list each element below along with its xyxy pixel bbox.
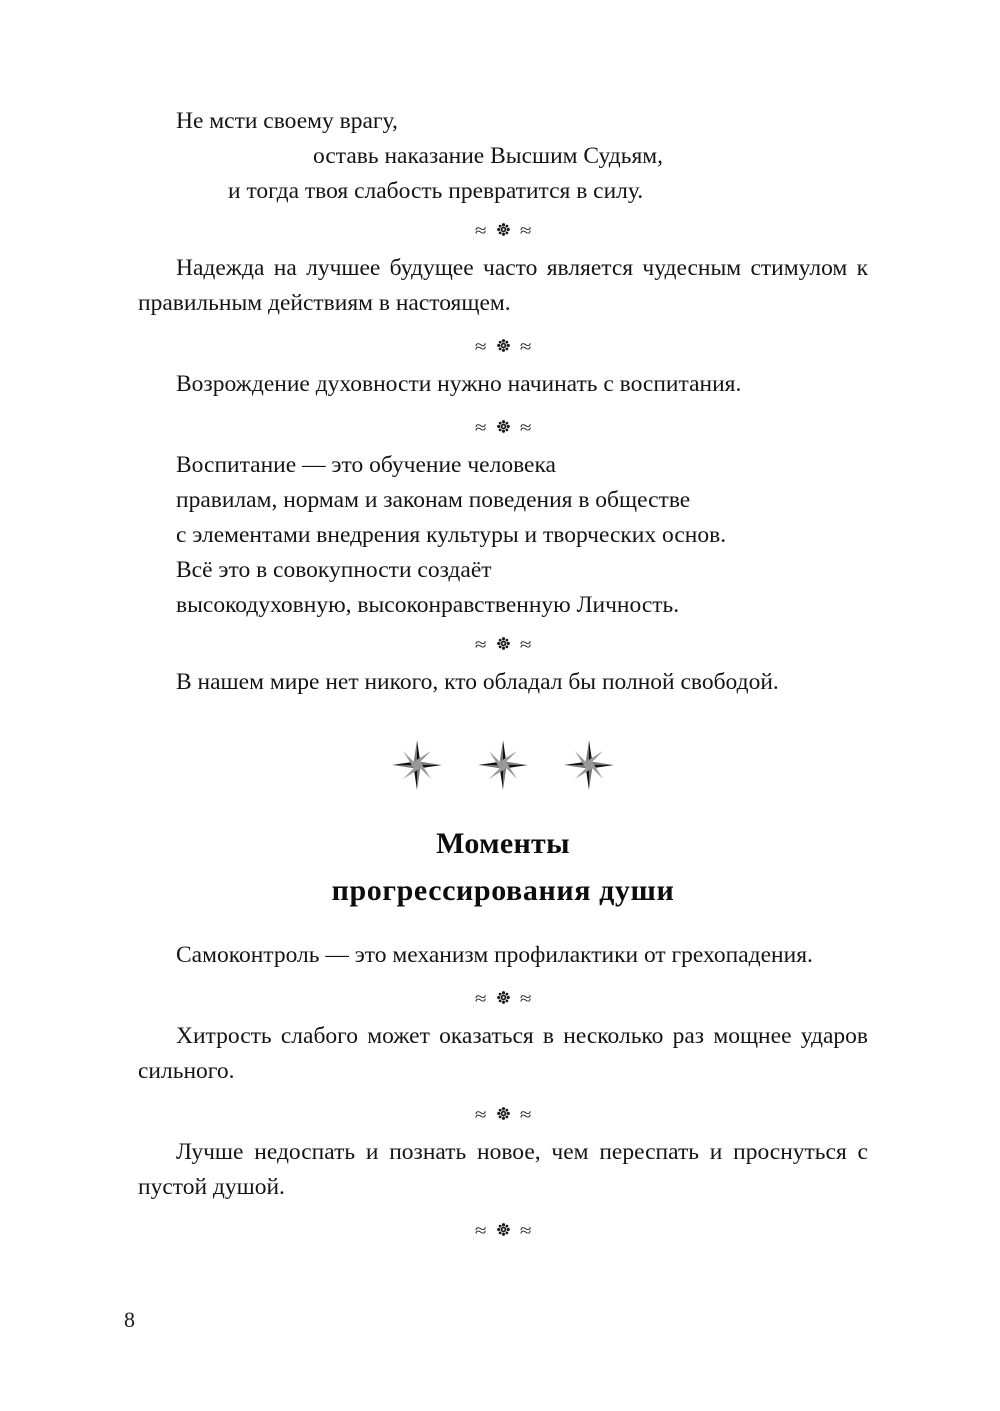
floral-rosette-icon <box>497 420 510 433</box>
wave-right-icon: ≈ <box>519 634 532 654</box>
eight-pointed-compass-star-icon <box>476 738 530 792</box>
verse-line: Всё это в совокупности создаёт <box>176 557 492 583</box>
spacer <box>138 973 868 983</box>
verse-line: высокодуховную, высоконравственную Личность. <box>176 592 680 618</box>
eight-pointed-compass-star-icon <box>562 738 616 792</box>
ornament-separator <box>138 1215 868 1245</box>
spacer <box>138 402 868 412</box>
ornament-separator <box>138 1099 868 1129</box>
floral-rosette-icon <box>497 223 510 236</box>
star-divider <box>138 738 868 792</box>
wave-right-icon: ≈ <box>519 1220 532 1240</box>
floral-rosette-icon <box>497 991 510 1004</box>
floral-rosette-icon <box>497 339 510 352</box>
eight-pointed-compass-star-icon <box>390 738 444 792</box>
wave-left-icon: ≈ <box>474 1220 487 1240</box>
page-text-column <box>138 104 868 1245</box>
wave-left-icon: ≈ <box>474 417 487 437</box>
wave-left-icon: ≈ <box>474 336 487 356</box>
spacer <box>138 1089 868 1099</box>
heading-line-1: Моменты <box>436 827 570 860</box>
ornament-separator <box>138 629 868 659</box>
floral-rosette-icon <box>497 1223 510 1236</box>
paragraph-cunning: Хитрость слабого может оказаться в несколько раз мощнее ударов сильного. <box>138 1023 868 1084</box>
paragraph-freedom: В нашем мире нет никого, кто обладал бы полной свободой. <box>176 669 779 695</box>
floral-rosette-icon <box>497 1107 510 1120</box>
spacer <box>138 1205 868 1215</box>
ornament-separator <box>138 983 868 1013</box>
wave-left-icon: ≈ <box>474 1104 487 1124</box>
verse-line: с элементами внедрения культуры и творческих основ. <box>176 522 727 548</box>
verse-line: и тогда твоя слабость превратится в силу. <box>228 178 644 204</box>
verse-block-upbringing <box>138 448 868 623</box>
verse-line: Воспитание — это обучение человека <box>176 452 556 478</box>
heading-line-2: прогрессирования души <box>331 874 675 907</box>
wave-left-icon: ≈ <box>474 220 487 240</box>
wave-right-icon: ≈ <box>519 417 532 437</box>
paragraph-self-control: Самоконтроль — это механизм профилактики от грехопадения. <box>176 942 813 968</box>
ornament-separator <box>138 412 868 442</box>
wave-left-icon: ≈ <box>474 634 487 654</box>
verse-line: оставь наказание Высшим Судьям, <box>313 143 664 169</box>
paragraph-sleep: Лучше недоспать и познать новое, чем переспать и проснуться с пустой душой. <box>138 1139 868 1200</box>
paragraph-hope: Надежда на лучшее будущее часто является чудесным стимулом к правильным действиям в настоящем. <box>138 255 868 316</box>
wave-right-icon: ≈ <box>519 220 532 240</box>
ornament-separator <box>138 215 868 245</box>
section-heading <box>138 820 868 914</box>
ornament-separator <box>138 331 868 361</box>
wave-right-icon: ≈ <box>519 1104 532 1124</box>
page-number: 8 <box>124 1307 135 1332</box>
spacer <box>138 700 868 738</box>
wave-right-icon: ≈ <box>519 336 532 356</box>
verse-block-revenge <box>138 104 868 209</box>
verse-line: правилам, нормам и законам поведения в обществе <box>176 487 691 513</box>
paragraph-spiritual-revival: Возрождение духовности нужно начинать с воспитания. <box>176 371 742 397</box>
floral-rosette-icon <box>497 637 510 650</box>
wave-right-icon: ≈ <box>519 988 532 1008</box>
spacer <box>138 321 868 331</box>
wave-left-icon: ≈ <box>474 988 487 1008</box>
verse-line: Не мсти своему врагу, <box>176 108 398 134</box>
spacer <box>138 914 868 938</box>
spacer <box>138 792 868 820</box>
